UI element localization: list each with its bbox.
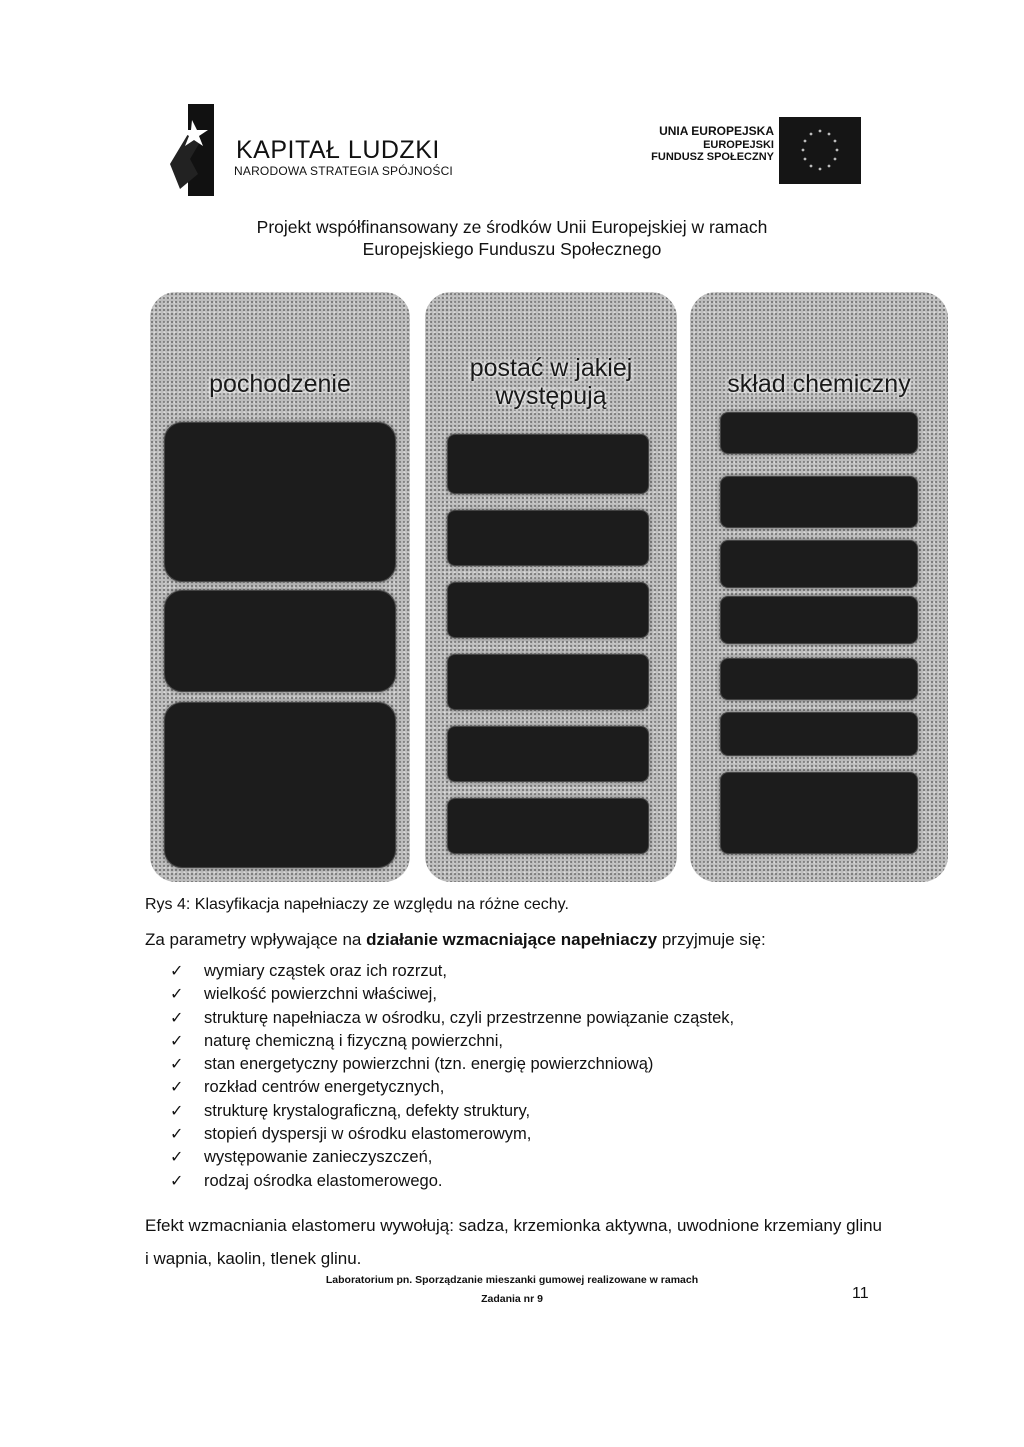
column-title-chemistry: skład chemiczny — [727, 370, 911, 398]
chemistry-box-7 — [720, 772, 918, 854]
list-item-text: rozkład centrów energetycznych, — [204, 1078, 445, 1097]
intro-bold: działanie wzmacniające napełniaczy — [366, 930, 658, 949]
checkmark-icon: ✓ — [170, 986, 184, 1004]
origin-box-2 — [164, 590, 396, 692]
footer — [0, 1271, 1024, 1309]
project-line1: Projekt współfinansowany ze środków Unii Europejskiej w ramach — [256, 217, 768, 237]
checkmark-icon: ✓ — [170, 1172, 184, 1190]
eu-label — [651, 125, 774, 164]
list-item-text: wielkość powierzchni właściwej, — [204, 985, 437, 1004]
form-box-4 — [447, 654, 649, 710]
form-box-2 — [447, 510, 649, 566]
origin-box-3 — [164, 702, 396, 868]
form-box-6 — [447, 798, 649, 854]
chemistry-box-6 — [720, 712, 918, 756]
list-item-text: stopień dyspersji w ośrodku elastomerowym, — [204, 1125, 532, 1144]
effect-paragraph: Efekt wzmacniania elastomeru wywołują: sadza, krzemionka aktywna, uwodnione krzemiany glinu i wapnia, kaolin, tlenek glinu. — [145, 1216, 883, 1268]
checkmark-icon: ✓ — [170, 1056, 184, 1074]
intro-after: przyjmuje się: — [657, 930, 766, 949]
column-title-form: postać w jakiej występują — [469, 354, 633, 410]
parameters-list — [170, 960, 734, 1193]
list-item — [170, 1030, 734, 1053]
eu-label-line1: UNIA EUROPEJSKA — [659, 124, 774, 138]
form-box-5 — [447, 726, 649, 782]
project-line2: Europejskiego Funduszu Społecznego — [362, 239, 662, 259]
form-box-3 — [447, 582, 649, 638]
list-item-text: strukturę krystalograficzną, defekty struktury, — [204, 1101, 531, 1120]
diagram-column-chemistry — [690, 292, 948, 882]
checkmark-icon: ✓ — [170, 1079, 184, 1097]
page-number: 11 — [852, 1285, 869, 1302]
list-item — [170, 1053, 734, 1076]
checkmark-icon: ✓ — [170, 1032, 184, 1050]
chemistry-box-4 — [720, 596, 918, 644]
chemistry-box-1 — [720, 412, 918, 454]
list-item — [170, 1123, 734, 1146]
eu-flag-icon — [779, 117, 861, 184]
column-title-origin: pochodzenie — [209, 370, 351, 398]
chemistry-box-5 — [720, 658, 918, 700]
checkmark-icon: ✓ — [170, 963, 184, 980]
list-item-text: strukturę napełniacza w ośrodku, czyli przestrzenne powiązanie cząstek, — [204, 1008, 735, 1027]
eu-label-line3: FUNDUSZ SPOŁECZNY — [651, 151, 774, 164]
list-item — [170, 1170, 734, 1193]
diagram-column-origin — [150, 292, 410, 882]
list-item — [170, 1007, 734, 1030]
list-item-text: występowanie zanieczyszczeń, — [204, 1148, 433, 1167]
list-item-text: stan energetyczny powierzchni (tzn. energię powierzchniową) — [204, 1055, 654, 1074]
footer-line1: Laboratorium pn. Sporządzanie mieszanki gumowej realizowane w ramach — [325, 1274, 699, 1286]
diagram-column-form — [425, 292, 677, 882]
chemistry-box-2 — [720, 476, 918, 528]
checkmark-icon: ✓ — [170, 1149, 184, 1167]
form-box-1 — [447, 434, 649, 494]
eu-label-line2: EUROPEJSKI — [703, 138, 774, 151]
list-item-text: naturę chemiczną i fizyczną powierzchni, — [204, 1031, 503, 1050]
list-item — [170, 983, 734, 1006]
intro-before: Za parametry wpływające na — [145, 930, 367, 949]
list-item — [170, 1076, 734, 1099]
figure-caption: Rys 4: Klasyfikacja napełniaczy ze względu na różne cechy. — [145, 896, 569, 913]
project-funding-note — [0, 216, 1024, 260]
checkmark-icon: ✓ — [170, 1009, 184, 1027]
parameters-intro — [145, 930, 766, 950]
origin-box-1 — [164, 422, 396, 582]
checkmark-icon: ✓ — [170, 1126, 184, 1144]
chemistry-box-3 — [720, 540, 918, 588]
logo-title: KAPITAŁ LUDZKI — [236, 136, 440, 164]
list-item — [170, 1146, 734, 1169]
logo-subtitle: NARODOWA STRATEGIA SPÓJNOŚCI — [234, 164, 453, 178]
checkmark-icon: ✓ — [170, 1102, 184, 1120]
list-item-text: rodzaj ośrodka elastomerowego. — [204, 1171, 443, 1190]
list-item-text: wymiary cząstek oraz ich rozrzut, — [204, 962, 447, 980]
footer-line2: Zadania nr 9 — [481, 1293, 543, 1305]
list-item — [170, 1100, 734, 1123]
list-item — [170, 960, 734, 983]
kapital-ludzki-logo-icon — [170, 104, 214, 196]
